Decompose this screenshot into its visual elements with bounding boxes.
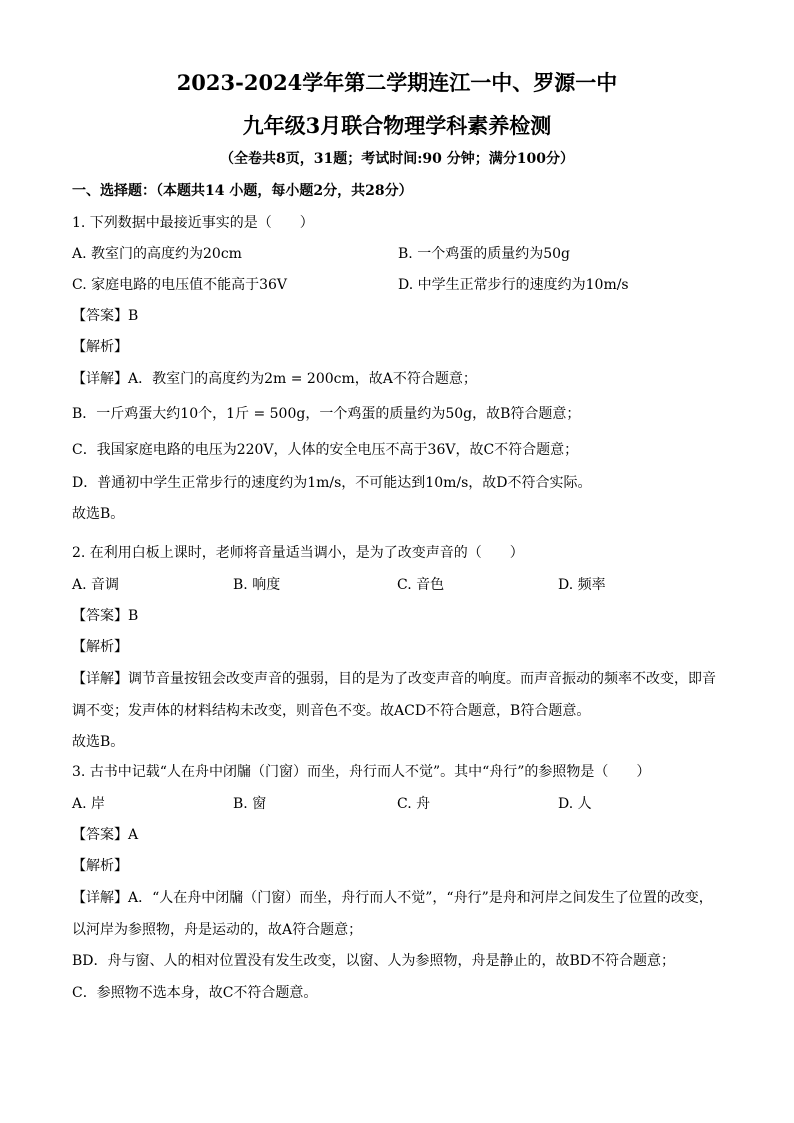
q2-option-a: A. 音调 (72, 577, 120, 593)
q3-option-d: D. 人 (558, 796, 592, 812)
q1-answer: 【答案】B (72, 308, 139, 324)
q2-answer: 【答案】B (72, 608, 139, 624)
exam-subtitle: （全卷共8页，31题；考试时间:90 分钟；满分100分） (220, 151, 574, 167)
q2-analysis: 【解析】 (72, 639, 128, 655)
section-heading: 一、选择题：（本题共14 小题，每小题2分，共28分） (72, 183, 413, 199)
q2-option-d: D. 频率 (558, 577, 606, 593)
q1-detail-line: 【详解】A．教室门的高度约为2m = 200cm，故A不符合题意； (72, 371, 477, 387)
q3-option-c: C. 舟 (397, 796, 431, 812)
exam-title-line2: 九年级3月联合物理学科素养检测 (242, 113, 552, 138)
q2-detail-line: 故选B。 (72, 734, 125, 750)
q3-stem: 3. 古书中记载“人在舟中闭牖（门窗）而坐，舟行而人不觉”。其中“舟行”的参照物是（ ） (72, 764, 651, 780)
q3-detail-line: 以河岸为参照物，舟是运动的，故A符合题意； (72, 922, 363, 938)
q2-stem: 2. 在利用白板上课时，老师将音量适当调小，是为了改变声音的（ ） (72, 545, 524, 561)
q3-option-a: A. 岸 (72, 796, 106, 812)
q1-option-c: C. 家庭电路的电压值不能高于36V (72, 277, 288, 293)
q1-analysis: 【解析】 (72, 339, 128, 355)
q3-detail-line: BD．舟与窗、人的相对位置没有发生改变，以窗、人为参照物，舟是静止的，故BD不符合题意； (72, 953, 676, 969)
q2-option-b: B. 响度 (233, 577, 281, 593)
q1-detail-line: 故选B。 (72, 506, 125, 522)
q1-option-a: A. 教室门的高度约为20cm (72, 246, 242, 262)
q3-answer: 【答案】A (72, 827, 139, 843)
exam-title-line1: 2023-2024学年第二学期连江一中、罗源一中 (176, 70, 618, 95)
q2-detail-line: 【详解】调节音量按钮会改变声音的强弱，目的是为了改变声音的响度。而声音振动的频率不改变，即音 (72, 671, 716, 687)
q1-detail-line: D．普通初中学生正常步行的速度约为1m/s，不可能达到10m/s，故D不符合实际。 (72, 475, 592, 491)
q3-detail-line: C．参照物不选本身，故C不符合题意。 (72, 985, 318, 1001)
q2-detail-line: 调不变；发声体的材料结构未改变，则音色不变。故ACD不符合题意，B符合题意。 (72, 703, 591, 719)
q3-detail-line: 【详解】A．“人在舟中闭牖（门窗）而坐，舟行而人不觉”，“舟行”是舟和河岸之间发生了位置的改变， (72, 890, 713, 906)
q3-analysis: 【解析】 (72, 858, 128, 874)
q1-option-d: D. 中学生正常步行的速度约为10m/s (398, 277, 629, 293)
q2-option-c: C. 音色 (397, 577, 445, 593)
q1-detail-line: C．我国家庭电路的电压为220V，人体的安全电压不高于36V，故C不符合题意； (72, 442, 579, 458)
q1-option-b: B. 一个鸡蛋的质量约为50g (398, 246, 570, 262)
q3-option-b: B. 窗 (233, 796, 267, 812)
q1-detail-line: B．一斤鸡蛋大约10个，1斤 = 500g，一个鸡蛋的质量约为50g，故B符合题意； (72, 406, 581, 422)
q1-stem: 1. 下列数据中最接近事实的是（ ） (72, 215, 314, 231)
